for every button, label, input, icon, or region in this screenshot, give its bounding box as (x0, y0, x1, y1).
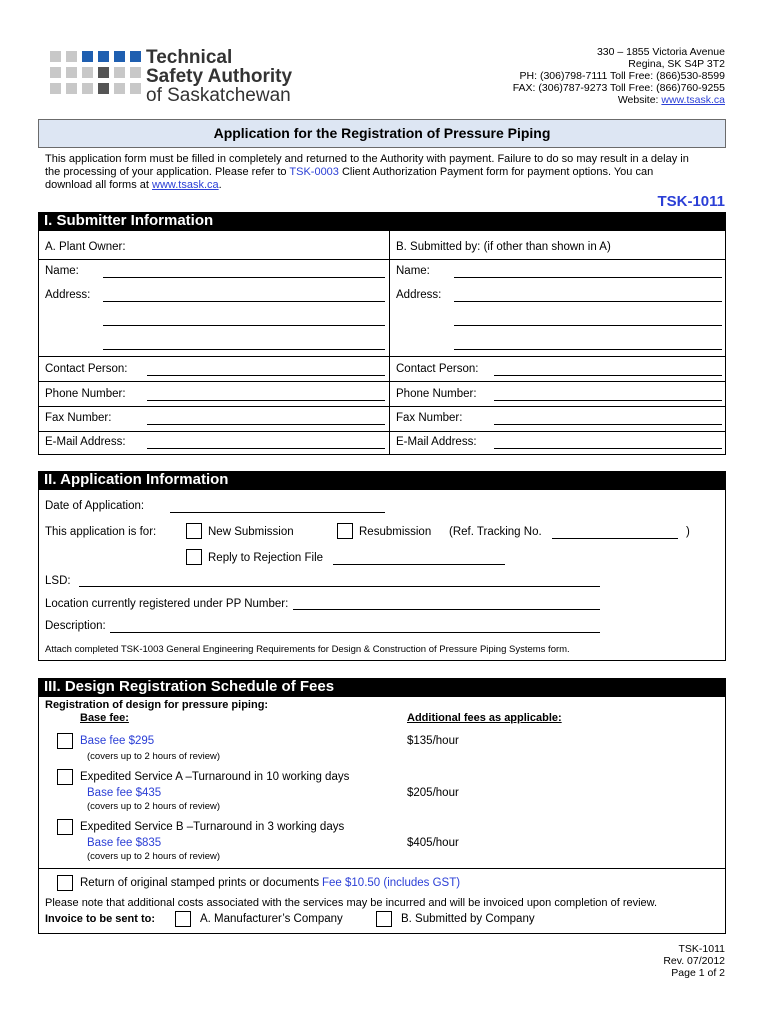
owner-phone-field[interactable] (147, 400, 385, 401)
intro-line2 (45, 166, 653, 178)
submitter-contact-field[interactable] (494, 375, 722, 376)
intro-line3a: download all forms at (45, 179, 152, 191)
date-field[interactable] (170, 512, 385, 513)
logo-square (130, 51, 141, 62)
owner-address-field-2[interactable] (103, 325, 385, 326)
new-submission-checkbox[interactable] (186, 523, 202, 539)
expedited-b-rate: $405/hour (407, 837, 459, 849)
owner-phone-label: Phone Number: (45, 388, 126, 400)
additional-costs-note: Please note that additional costs associated with the services may be incurred and will be invoiced upon completion of review. (45, 897, 658, 909)
logo-square (82, 83, 93, 94)
invoice-manufacturer-label: A. Manufacturer’s Company (200, 913, 343, 925)
owner-contact-field[interactable] (147, 375, 385, 376)
logo-square (50, 67, 61, 78)
owner-contact-label: Contact Person: (45, 363, 128, 375)
section3-title: III. Design Registration Schedule of Fees (44, 678, 335, 695)
pp-number-field[interactable] (293, 609, 600, 610)
attach-note: Attach completed TSK-1003 General Engineering Requirements for Design & Construction of Pressure Piping Systems form. (45, 644, 570, 655)
submitter-address-label: Address: (396, 289, 442, 301)
reply-rejection-field[interactable] (333, 564, 505, 565)
section2-title: II. Application Information (44, 471, 229, 488)
return-prints-fee: Fee $10.50 (includes GST) (322, 877, 461, 889)
expedited-a-title: Expedited Service A –Turnaround in 10 working days (80, 771, 350, 783)
section1-title: I. Submitter Information (44, 212, 214, 229)
logo-square (98, 67, 109, 78)
expedited-b-fee: Base fee $835 (87, 837, 162, 849)
intro-line3b: . (218, 179, 222, 191)
return-prints-label: Return of original stamped prints or documents (80, 877, 320, 889)
logo-square (66, 67, 77, 78)
owner-address-field-3[interactable] (103, 349, 385, 350)
registration-heading: Registration of design for pressure piping: (45, 699, 269, 711)
logo-square (98, 51, 109, 62)
description-field[interactable] (110, 632, 600, 633)
footer-code: TSK-1011 (678, 943, 725, 955)
submitted-by-header: B. Submitted by: (if other than shown in A) (396, 241, 611, 253)
logo-text-line2: Safety Authority (146, 66, 293, 87)
logo-square (50, 83, 61, 94)
logo-square (114, 67, 125, 78)
base-fee-heading: Base fee: (80, 712, 129, 724)
ref-tracking-label: (Ref. Tracking No. (449, 526, 542, 538)
intro-line2a: the processing of your application. Please refer to (45, 166, 290, 178)
ref-tracking-close: ) (686, 526, 690, 538)
section1-box (38, 230, 726, 455)
footer-rev: Rev. 07/2012 (663, 955, 725, 967)
tsask-link[interactable]: www.tsask.ca (152, 179, 219, 191)
base-fee-295-checkbox[interactable] (57, 733, 73, 749)
logo-square (130, 67, 141, 78)
lsd-label: LSD: (45, 575, 71, 587)
submitter-phone-label: Phone Number: (396, 388, 477, 400)
invoice-submitted-label: B. Submitted by Company (401, 913, 535, 925)
section2-box (38, 489, 726, 661)
submitter-address-field-2[interactable] (454, 325, 722, 326)
resubmission-label: Resubmission (359, 526, 432, 538)
logo-square (114, 51, 125, 62)
owner-fax-field[interactable] (147, 424, 385, 425)
ref-tracking-field[interactable] (552, 538, 678, 539)
base-fee-295-note: (covers up to 2 hours of review) (87, 751, 221, 762)
submitter-fax-label: Fax Number: (396, 412, 463, 424)
submitter-fax-field[interactable] (494, 424, 722, 425)
base-fee-295-label: Base fee $295 (80, 735, 155, 747)
website-link[interactable]: www.tsask.ca (661, 94, 725, 106)
plant-owner-header: A. Plant Owner: (45, 241, 126, 253)
owner-email-field[interactable] (147, 448, 385, 449)
invoice-label: Invoice to be sent to: (45, 913, 156, 925)
form-code: TSK-1011 (657, 193, 725, 210)
base-fee-295-rate: $135/hour (407, 735, 459, 747)
section1-row-line (38, 259, 726, 260)
intro-line1: This application form must be filled in completely and returned to the Authority with payment. Failure to do so may result in a delay in (45, 153, 689, 165)
submitter-email-label: E-Mail Address: (396, 436, 477, 448)
expedited-b-title: Expedited Service B –Turnaround in 3 working days (80, 821, 345, 833)
expedited-b-note: (covers up to 2 hours of review) (87, 851, 221, 862)
logo-square (82, 67, 93, 78)
intro-line3 (45, 179, 222, 191)
section1-row-line (38, 356, 726, 357)
new-submission-label: New Submission (208, 526, 294, 538)
expedited-a-rate: $205/hour (407, 787, 459, 799)
owner-address-field-1[interactable] (103, 301, 385, 302)
intro-line2b: Client Authorization Payment form for payment options. You can (338, 166, 654, 178)
submitter-name-field[interactable] (454, 277, 722, 278)
lsd-field[interactable] (79, 586, 600, 587)
expedited-a-note: (covers up to 2 hours of review) (87, 801, 221, 812)
invoice-manufacturer-checkbox[interactable] (175, 911, 191, 927)
submitter-address-field-3[interactable] (454, 349, 722, 350)
submitter-phone-field[interactable] (494, 400, 722, 401)
fax-line: FAX: (306)787-9273 Toll Free: (866)760-9255 (512, 82, 725, 94)
owner-name-field[interactable] (103, 277, 385, 278)
section1-row-line (38, 431, 726, 432)
return-prints-checkbox[interactable] (57, 875, 73, 891)
submitter-email-field[interactable] (494, 448, 722, 449)
submitter-contact-label: Contact Person: (396, 363, 479, 375)
section1-row-line (38, 406, 726, 407)
owner-address-label: Address: (45, 289, 91, 301)
section1-row-line (38, 381, 726, 382)
logo-square (66, 83, 77, 94)
tsk0003-link[interactable]: TSK-0003 (289, 166, 339, 178)
logo-square (66, 51, 77, 62)
address-line2: Regina, SK S4P 3T2 (628, 58, 725, 70)
invoice-submitted-checkbox[interactable] (376, 911, 392, 927)
page-title: Application for the Registration of Pressure Piping (213, 125, 551, 141)
logo-square (98, 83, 109, 94)
pp-number-label: Location currently registered under PP Number: (45, 598, 289, 610)
logo-square (130, 83, 141, 94)
owner-email-label: E-Mail Address: (45, 436, 126, 448)
logo-text-line1: Technical (146, 47, 233, 68)
logo-square (82, 51, 93, 62)
application-for-label: This application is for: (45, 526, 157, 538)
submitter-name-label: Name: (396, 265, 430, 277)
logo-text-line3: of Saskatchewan (146, 85, 291, 106)
date-label: Date of Application: (45, 500, 145, 512)
footer-page: Page 1 of 2 (671, 967, 725, 979)
logo-square (114, 83, 125, 94)
expedited-a-fee: Base fee $435 (87, 787, 162, 799)
reply-rejection-checkbox[interactable] (186, 549, 202, 565)
expedited-b-checkbox[interactable] (57, 819, 73, 835)
description-label: Description: (45, 620, 106, 632)
resubmission-checkbox[interactable] (337, 523, 353, 539)
submitter-address-field-1[interactable] (454, 301, 722, 302)
owner-name-label: Name: (45, 265, 79, 277)
address-line1: 330 – 1855 Victoria Avenue (596, 46, 725, 58)
section1-divider (389, 230, 390, 455)
website-label: Website: (617, 94, 662, 106)
owner-fax-label: Fax Number: (45, 412, 112, 424)
website-line (618, 94, 725, 106)
reply-rejection-label: Reply to Rejection File (208, 552, 324, 564)
additional-fees-heading: Additional fees as applicable: (407, 712, 562, 724)
logo-square (50, 51, 61, 62)
section3-divider (38, 868, 726, 869)
expedited-a-checkbox[interactable] (57, 769, 73, 785)
phone-line: PH: (306)798-7111 Toll Free: (866)530-8599 (519, 70, 725, 82)
